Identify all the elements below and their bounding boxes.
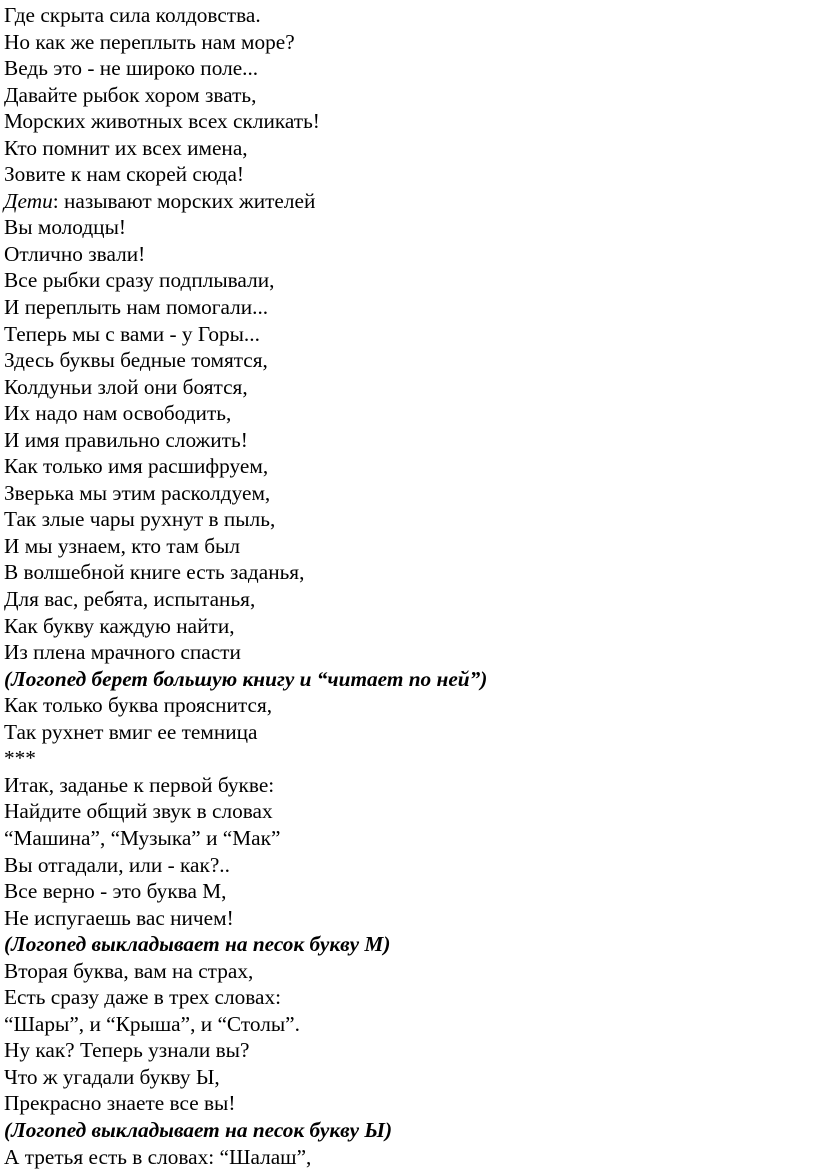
line-text: Здесь буквы бедные томятся, <box>4 348 268 373</box>
stage-direction: (Логопед выкладывает на песок букву Ы) <box>4 1117 393 1142</box>
line-text: И мы узнаем, кто там был <box>4 533 240 558</box>
line-text: Ведь это - не широко поле... <box>4 56 259 81</box>
line-text: Морских животных всех скликать! <box>4 109 320 134</box>
text-line <box>4 1090 810 1117</box>
text-line <box>4 453 810 480</box>
text-line <box>4 135 810 162</box>
line-text: Зверька мы этим расколдуем, <box>4 480 271 505</box>
line-text: Ну как? Теперь узнали вы? <box>4 1038 250 1063</box>
line-text: Что ж угадали букву Ы, <box>4 1064 220 1089</box>
text-line <box>4 825 810 852</box>
line-text: Как букву каждую найти, <box>4 613 235 638</box>
speaker-label: Дети <box>4 188 53 213</box>
text-line <box>4 294 810 321</box>
line-text: Так злые чары рухнут в пыль, <box>4 507 276 532</box>
text-line <box>4 267 810 294</box>
line-text: Как только имя расшифруем, <box>4 454 269 479</box>
line-text: Вы молодцы! <box>4 215 126 240</box>
text-line <box>4 559 810 586</box>
text-line <box>4 1144 810 1170</box>
line-text: Вторая буква, вам на страх, <box>4 958 254 983</box>
text-line <box>4 745 810 772</box>
line-text: Как только буква прояснится, <box>4 693 273 718</box>
text-line <box>4 692 810 719</box>
line-text: Найдите общий звук в словах <box>4 799 273 824</box>
text-line <box>4 878 810 905</box>
text-line <box>4 161 810 188</box>
text-line <box>4 241 810 268</box>
text-line <box>4 1117 810 1144</box>
line-text: Прекрасно знаете все вы! <box>4 1091 236 1116</box>
text-line <box>4 852 810 879</box>
text-line <box>4 984 810 1011</box>
text-line <box>4 506 810 533</box>
line-text: Колдуньи злой они боятся, <box>4 374 248 399</box>
line-text: Вы отгадали, или - как?.. <box>4 852 230 877</box>
line-text: Где скрыта сила колдовства. <box>4 3 261 27</box>
text-line <box>4 798 810 825</box>
line-text: *** <box>4 746 36 771</box>
line-text: “Шары”, и “Крыша”, и “Столы”. <box>4 1011 300 1036</box>
text-line <box>4 374 810 401</box>
line-text: В волшебной книге есть заданья, <box>4 560 305 585</box>
text-line <box>4 214 810 241</box>
text-line <box>4 82 810 109</box>
text-line <box>4 666 810 693</box>
text-line <box>4 1011 810 1038</box>
line-text: Теперь мы с вами - у Горы... <box>4 321 260 346</box>
line-text: “Машина”, “Музыка” и “Мак” <box>4 825 281 850</box>
text-line <box>4 586 810 613</box>
line-text: Кто помнит их всех имена, <box>4 135 248 160</box>
line-text: Все верно - это буква М, <box>4 879 227 904</box>
line-text: Отлично звали! <box>4 241 146 266</box>
text-line <box>4 719 810 746</box>
line-text: Итак, заданье к первой букве: <box>4 772 275 797</box>
text-line <box>4 321 810 348</box>
line-text: Зовите к нам скорей сюда! <box>4 162 245 187</box>
text-line <box>4 188 810 215</box>
line-text: Но как же переплыть нам море? <box>4 29 295 54</box>
stage-direction: (Логопед выкладывает на песок букву М) <box>4 932 391 957</box>
stage-direction: (Логопед берет большую книгу и “читает по ней”) <box>4 666 488 691</box>
document-page <box>4 2 810 1170</box>
text-line <box>4 29 810 56</box>
line-text: Их надо нам освободить, <box>4 401 232 426</box>
line-text: И переплыть нам помогали... <box>4 295 269 320</box>
line-text: : называют морских жителей <box>52 188 316 213</box>
text-line <box>4 905 810 932</box>
line-text: Из плена мрачного спасти <box>4 640 241 665</box>
text-line <box>4 108 810 135</box>
text-line <box>4 1064 810 1091</box>
text-line <box>4 639 810 666</box>
text-line <box>4 400 810 427</box>
line-text: Не испугаешь вас ничем! <box>4 905 234 930</box>
line-text: Для вас, ребята, испытанья, <box>4 587 256 612</box>
text-line <box>4 480 810 507</box>
text-line <box>4 2 810 29</box>
text-line <box>4 958 810 985</box>
line-text: А третья есть в словах: “Шалаш”, <box>4 1144 312 1169</box>
line-text: Так рухнет вмиг ее темница <box>4 719 258 744</box>
line-text: Давайте рыбок хором звать, <box>4 82 257 107</box>
text-line <box>4 533 810 560</box>
text-line <box>4 931 810 958</box>
text-line <box>4 427 810 454</box>
line-text: И имя правильно сложить! <box>4 427 248 452</box>
line-text: Есть сразу даже в трех словах: <box>4 985 282 1010</box>
text-line <box>4 1037 810 1064</box>
text-line <box>4 772 810 799</box>
text-line <box>4 55 810 82</box>
text-line <box>4 613 810 640</box>
line-text: Все рыбки сразу подплывали, <box>4 268 275 293</box>
text-line <box>4 347 810 374</box>
